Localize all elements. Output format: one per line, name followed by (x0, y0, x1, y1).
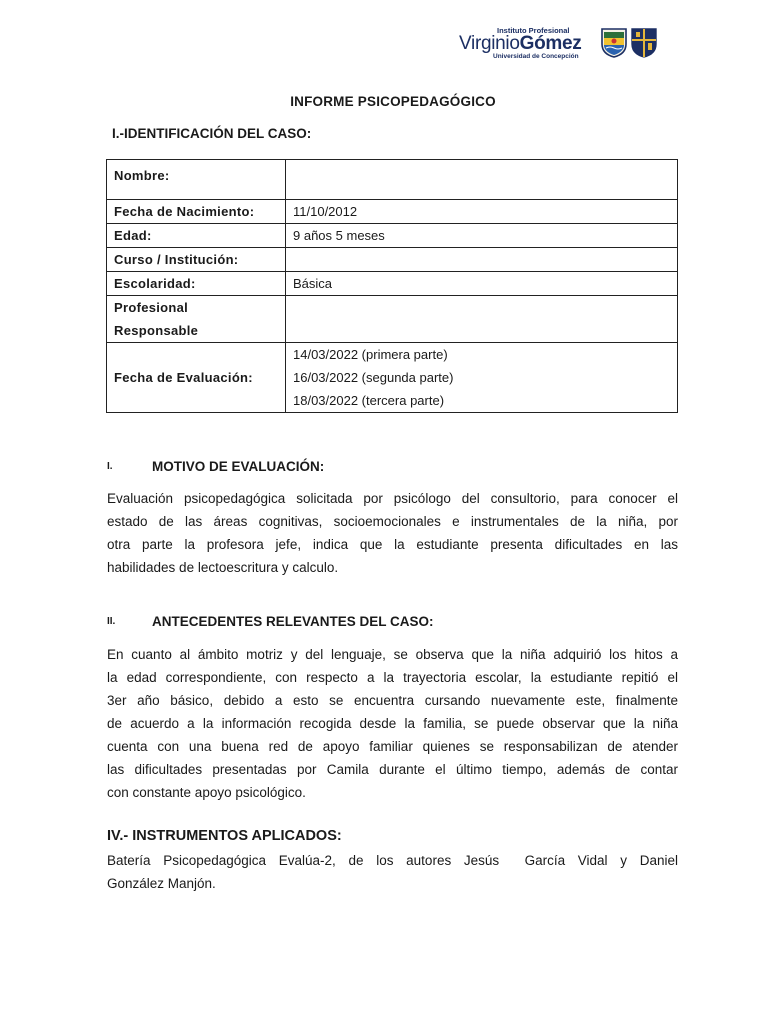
value-edad: 9 años 5 meses (286, 224, 678, 248)
paragraph-line: las dificultades presentadas por Camila durante el último tiempo, además de contar (107, 762, 678, 777)
value-nombre (286, 160, 678, 200)
logo-main-text (459, 33, 581, 55)
eval-date-1: 14/03/2022 (primera parte) (293, 347, 448, 362)
value-curso-institucion (286, 248, 678, 272)
section-heading-motivo: MOTIVO DE EVALUACIÓN: (152, 459, 325, 474)
logo-main-a: Virginio (459, 33, 520, 54)
logo-main-b: Gómez (519, 33, 582, 54)
paragraph-line: habilidades de lectoescritura y calculo. (107, 560, 339, 575)
label-responsable: Responsable (114, 323, 199, 338)
paragraph-motivo (107, 487, 678, 579)
paragraph-line: cuenta con una buena red de apoyo familiar quienes se responsabilizan de atender (107, 739, 678, 754)
label-fecha-evaluacion: Fecha de Evaluación: (107, 343, 286, 413)
eval-date-2: 16/03/2022 (segunda parte) (293, 370, 454, 385)
eval-date-3: 18/03/2022 (tercera parte) (293, 393, 445, 408)
section-heading-identificacion: I.-IDENTIFICACIÓN DEL CASO: (112, 126, 312, 141)
document-title: INFORME PSICOPEDAGÓGICO (290, 94, 496, 109)
paragraph-line: Evaluación psicopedagógica solicitada por psicólogo del consultorio, para conocer el (107, 491, 678, 506)
paragraph-line: En cuanto al ámbito motriz y del lenguaje, se observa que la niña adquirió los hitos a (107, 647, 678, 662)
logo-wordmark (459, 26, 601, 62)
label-fecha-nacimiento: Fecha de Nacimiento: (107, 200, 286, 224)
university-crest-icon (631, 28, 657, 58)
paragraph-antecedentes (107, 643, 678, 804)
table-row (107, 200, 678, 224)
identification-table (106, 159, 678, 413)
table-row (107, 343, 678, 413)
paragraph-line: 3er año básico, debido a esto se encuentra cursando nuevamente este, finalmente (107, 693, 678, 708)
value-escolaridad: Básica (286, 272, 678, 296)
section-heading-antecedentes: ANTECEDENTES RELEVANTES DEL CASO: (152, 614, 434, 629)
value-profesional-responsable (286, 296, 678, 343)
table-row (107, 296, 678, 343)
label-escolaridad: Escolaridad: (107, 272, 286, 296)
section-number-motivo: I. (107, 461, 113, 472)
paragraph-line: de acuerdo a la información recogida desde la familia, se puede observar que la niña (107, 716, 678, 731)
value-fecha-evaluacion (286, 343, 678, 413)
logo-sub-text: Universidad de Concepción (493, 53, 579, 60)
table-row (107, 272, 678, 296)
paragraph-line: estado de las áreas cognitivas, socioemocionales e instrumentales de la niña, por (107, 514, 678, 529)
paragraph-line: González Manjón. (107, 876, 216, 891)
paragraph-line: otra parte la profesora jefe, indica que la estudiante presenta dificultades en las (107, 537, 678, 552)
paragraph-line: con constante apoyo psicológico. (107, 785, 306, 800)
paragraph-line: Batería Psicopedagógica Evalúa-2, de los autores Jesús García Vidal y Daniel (107, 853, 678, 868)
section-heading-instrumentos: IV.- INSTRUMENTOS APLICADOS: (107, 828, 342, 844)
value-fecha-nacimiento: 11/10/2012 (286, 200, 678, 224)
label-profesional: Profesional (114, 300, 189, 315)
shield-emblem-icon (601, 28, 627, 58)
label-nombre: Nombre: (107, 160, 286, 200)
table-row (107, 248, 678, 272)
institution-logo (459, 26, 659, 62)
section-number-antecedentes: II. (107, 616, 116, 627)
table-row (107, 160, 678, 200)
table-row (107, 224, 678, 248)
paragraph-instrumentos (107, 849, 678, 895)
label-profesional-responsable (107, 296, 286, 343)
logo-small-text: Instituto Profesional (497, 26, 570, 35)
label-edad: Edad: (107, 224, 286, 248)
paragraph-line: la edad correspondiente, con respecto a la trayectoria escolar, la estudiante repitió el (107, 670, 678, 685)
label-curso-institucion: Curso / Institución: (107, 248, 286, 272)
